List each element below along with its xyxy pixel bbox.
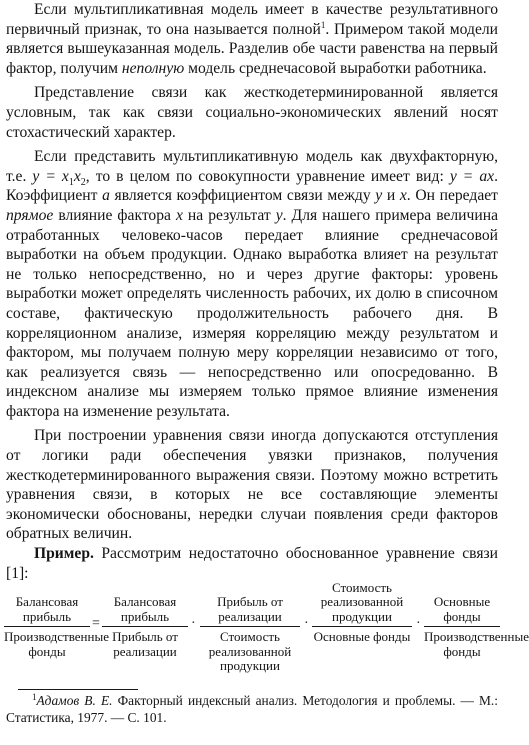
- paragraph-5: [0, 544, 504, 583]
- footnote-author: Адамов В. Е.: [36, 693, 113, 708]
- p3-italic: прямое: [6, 206, 54, 224]
- subscript: 2: [80, 176, 86, 188]
- fraction-4-denominator: Основные фонды: [313, 629, 411, 644]
- p1-text-c: модель среднечасовой выработки работника.: [184, 59, 487, 77]
- formula-inline: y = x: [32, 167, 69, 185]
- formula-inline: a: [102, 187, 110, 205]
- p3-text-h: на результат: [182, 206, 276, 224]
- fraction-bar: [312, 626, 412, 627]
- multiply-dot: ·: [191, 616, 196, 631]
- footnote-divider: [18, 689, 138, 690]
- fraction-1-numerator: Балансовая прибыль: [15, 594, 79, 624]
- fraction-5-numerator: Основные фонды: [433, 594, 491, 624]
- p3-text-e: и: [382, 187, 400, 205]
- fraction-2-numerator: Балансовая прибыль: [113, 594, 177, 624]
- multiply-dot: ·: [304, 616, 309, 631]
- p1-text-b: . Примером такой модели является вышеуказанная модель. Разделив обе части равенства на первый фактор, получим: [6, 20, 498, 77]
- fraction-3-numerator: Прибыль от реализации: [217, 594, 283, 624]
- fraction-bar: [102, 626, 188, 627]
- p5-text: Рассмотрим недостаточно обоснованное уравнение связи [1]:: [6, 545, 498, 582]
- example-label: Пример.: [34, 545, 94, 563]
- footnote-text: Факторный индексный анализ. Методология и проблемы. — М.: Статистика, 1977. — С. 101.: [6, 693, 498, 725]
- fraction-2: [102, 580, 188, 659]
- equation: [4, 579, 529, 676]
- multiply-dot: ·: [416, 616, 421, 631]
- formula-inline: x: [73, 167, 81, 185]
- subscript: 1: [68, 176, 74, 188]
- fraction-5: [424, 580, 529, 659]
- paragraph-3: [0, 147, 504, 421]
- p1-text-a: Если мультипликативная модель имеет в качестве результативного первичный признак, то она называется полной: [6, 1, 498, 38]
- fraction-bar: [4, 626, 90, 627]
- paragraph-4: При построении уравнения связи иногда допускаются отступления от логики ради обеспечения увязки признаков, получения жесткодетерминированного выражения связи. Поэтому можно встретить уравнения связи, в которых не все составляющие элементы экономически обоснованы, нередки случаи появления среди факторов обратных величин.: [6, 427, 498, 543]
- formula-inline: x: [399, 187, 407, 205]
- fraction-4-numerator: Стоимость реализованной продукции: [320, 579, 404, 624]
- formula-inline: y: [275, 206, 283, 224]
- formula-inline: y = ax: [449, 167, 495, 185]
- p3-text-d: является коэффициентом связи между: [109, 187, 376, 205]
- paragraph-2: Представление связи как жесткодетерминированной является условным, так как связи социально-экономических явлений носят стохастический характер.: [6, 84, 498, 141]
- footnote-number: 1: [32, 692, 37, 702]
- footnote-marker[interactable]: 1: [320, 19, 326, 30]
- formula-inline: x: [175, 206, 183, 224]
- p1-italic: неполную: [121, 59, 185, 77]
- fraction-3-denominator: Стоимость реализованной продукции: [208, 629, 292, 673]
- fraction-1-denominator: Производственные фонды: [4, 629, 109, 659]
- p3-text-f: . Он передает: [406, 187, 498, 205]
- fraction-1: [4, 580, 109, 659]
- fraction-3: [200, 580, 300, 674]
- fraction-bar: [200, 626, 300, 627]
- fraction-4: [312, 580, 412, 645]
- fraction-5-denominator: Производственные фонды: [424, 629, 529, 659]
- fraction-2-denominator: Прибыль от реализации: [112, 629, 178, 659]
- p3-text-c: . Коэффициент: [6, 167, 498, 205]
- formula-inline: y: [375, 187, 383, 205]
- p3-text-g: влияние фактора: [53, 206, 176, 224]
- equals-sign: =: [92, 616, 100, 631]
- footnote: [6, 692, 498, 726]
- p3-text-i: . Для нашего примера величина отработанных человеко-часов передает влияние среднечасовой выработки на объем продукции. Однако выработка влияет на результат не только непосредственно, но и через другие факторы: уровень выработки может определять численность рабочих, их долю в списочном составе, фактическую продолжительность рабочего дня. В корреляционном анализе, измеряя корреляцию между результатом и фактором, мы получаем полную меру корреляции независимо от того, как реализуется связь — непосредственно или опосредованно. В индексном анализе мы измеряем только прямое влияние изменения фактора на изменение результата.: [6, 206, 498, 420]
- p3-text-a: Если представить мультипликативную модель как двухфакторную, т.е.: [6, 148, 498, 185]
- paragraph-1: [0, 0, 504, 78]
- fraction-bar: [424, 626, 500, 627]
- p3-text-b: , то в целом по совокупности уравнение имеет вид:: [85, 167, 450, 185]
